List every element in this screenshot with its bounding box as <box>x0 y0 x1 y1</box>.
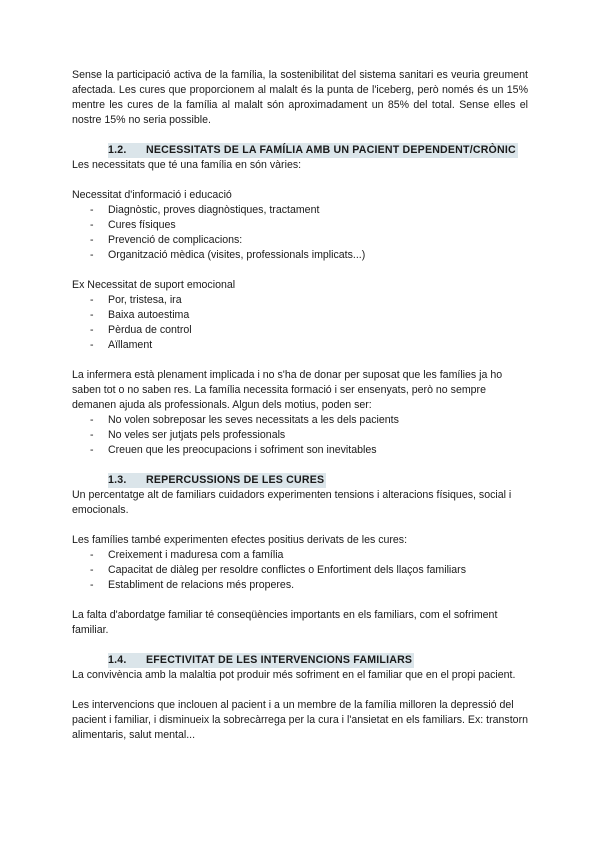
list-item: - Organització mèdica (visites, professionals implicats...) <box>72 248 528 263</box>
nurse-paragraph: La infermera està plenament implicada i no s'ha de donar per suposat que les famílies ja ho saben tot o no saben res. La família necessita formació i ser ensenyats, però no sempre demanen ajuda als professionals. Algun dels motius, poden ser: <box>72 369 503 411</box>
section-title: REPERCUSSIONS DE LES CURES <box>146 474 325 486</box>
list-item: - No volen sobreposar les seves necessitats a les dels pacients <box>72 413 528 428</box>
list-item: - No veles ser jutjats pels professionals <box>72 428 528 443</box>
list-item: - Diagnòstic, proves diagnòstiques, tractament <box>72 203 528 218</box>
reasons-list <box>72 413 528 458</box>
section-number: 1.4. <box>108 654 127 666</box>
coexistence-paragraph: La convivència amb la malaltia pot produir més sofriment en el familiar que en el propi pacient. <box>72 669 516 681</box>
list-item: - Establiment de relacions més properes. <box>72 578 528 593</box>
list-item: - Prevenció de complicacions: <box>72 233 528 248</box>
spacer <box>72 593 528 608</box>
section-heading-1-3 <box>108 473 326 488</box>
section-heading-1-2 <box>108 143 518 158</box>
positive-effects-list <box>72 548 528 593</box>
section-heading-1-4 <box>108 653 414 668</box>
positive-effects-lead: Les famílies també experimenten efectes positius derivats de les cures: <box>72 534 408 546</box>
list-item: - Cures físiques <box>72 218 528 233</box>
list-item: - Creixement i maduresa com a família <box>72 548 528 563</box>
spacer <box>72 128 528 143</box>
list-item: - Pèrdua de control <box>72 323 528 338</box>
intro-paragraph: Sense la participació activa de la família, la sostenibilitat del sistema sanitari es veuria greument afectada. Les cures que proporcionem al malalt és la punta de l'iceberg, però només és un 15% mentre les cures de la família al malalt són aproximadament un 85% del total. Sense elles el nostre 15% no seria possible. <box>72 69 528 126</box>
list-item: - Baixa autoestima <box>72 308 528 323</box>
list-item: - Capacitat de diàleg per resoldre conflictes o Enfortiment dels llaços familiars <box>72 563 528 578</box>
consequences-paragraph: La falta d'abordatge familiar té conseqüències importants en els familiars, com el sofriment familiar. <box>72 609 498 636</box>
interventions-paragraph: Les intervencions que inclouen al pacient i a un membre de la família milloren la depressió del pacient i familiar, i disminueix la sobrecàrrega per la cura i l'ansietat en els familiars. Ex: transtorn alimentaris, salut mental... <box>72 699 528 741</box>
section-number: 1.2. <box>108 144 127 156</box>
info-needs-list <box>72 203 528 263</box>
spacer <box>72 683 528 698</box>
section-title: NECESSITATS DE LA FAMÍLIA AMB UN PACIENT DEPENDENT/CRÒNIC <box>146 144 516 156</box>
repercussions-paragraph: Un percentatge alt de familiars cuidadors experimenten tensions i alteracions físiques, social i emocionals. <box>72 489 512 516</box>
section-lead: Les necessitats que té una família en són vàries: <box>72 159 302 171</box>
section-title: EFECTIVITAT DE LES INTERVENCIONS FAMILIARS <box>146 654 413 666</box>
emotional-needs-list <box>72 293 528 353</box>
list-item: - Aïllament <box>72 338 528 353</box>
spacer <box>72 518 528 533</box>
section-number: 1.3. <box>108 474 127 486</box>
list-item: - Creuen que les preocupacions i sofriment son inevitables <box>72 443 528 458</box>
info-needs-title: Necessitat d'informació i educació <box>72 189 232 201</box>
spacer <box>72 173 528 188</box>
list-item: - Por, tristesa, ira <box>72 293 528 308</box>
spacer <box>72 353 528 368</box>
spacer <box>72 638 528 653</box>
spacer <box>72 458 528 473</box>
spacer <box>72 263 528 278</box>
emotional-needs-title: Ex Necessitat de suport emocional <box>72 279 236 291</box>
